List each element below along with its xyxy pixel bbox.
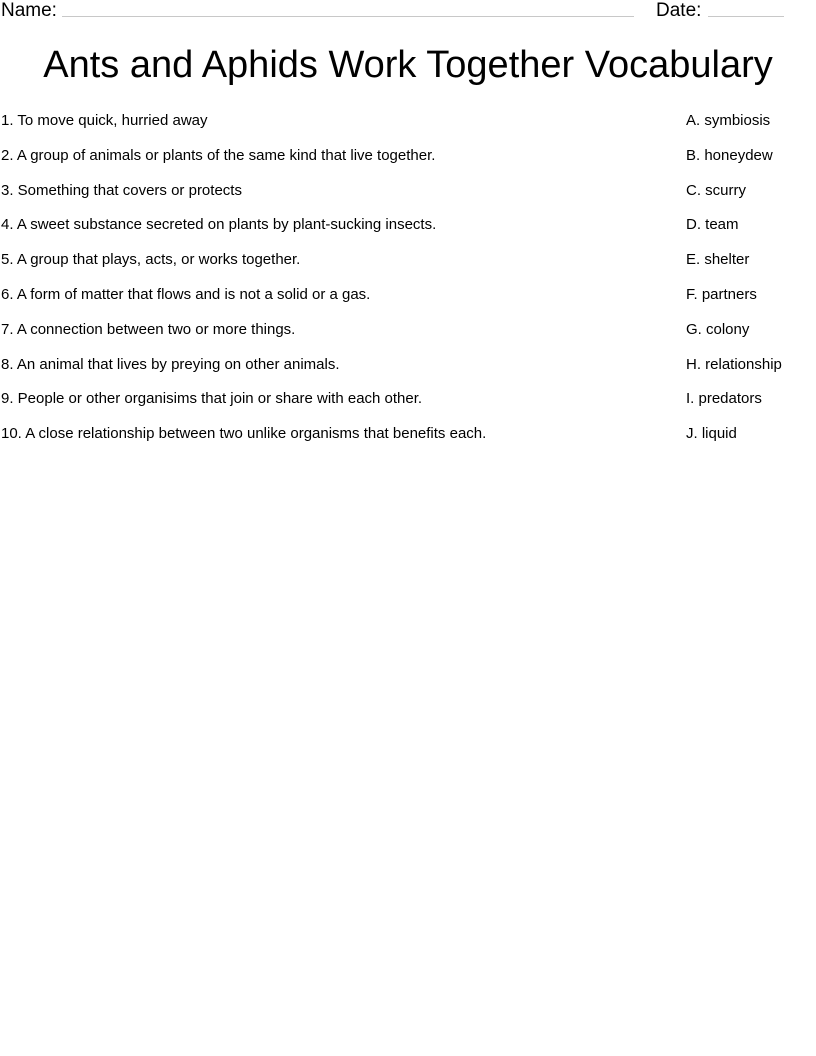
matching-row — [0, 285, 816, 320]
answer-c: C. scurry — [686, 181, 746, 199]
date-blank-line — [708, 16, 784, 17]
matching-row — [0, 320, 816, 355]
matching-row — [0, 424, 816, 459]
matching-row — [0, 355, 816, 390]
name-blank-line — [62, 16, 634, 17]
answer-i: I. predators — [686, 390, 762, 408]
clue-8: 8. An animal that lives by preying on other animals. — [1, 355, 340, 373]
clue-6: 6. A form of matter that flows and is not a solid or a gas. — [1, 285, 371, 303]
name-label: Name: — [1, 0, 57, 21]
matching-row — [0, 146, 816, 181]
answer-d: D. team — [686, 216, 739, 234]
matching-list — [0, 111, 816, 459]
clue-3: 3. Something that covers or protects — [1, 181, 242, 199]
clue-1: 1. To move quick, hurried away — [1, 112, 208, 129]
clue-10: 10. A close relationship between two unlike organisms that benefits each. — [1, 425, 487, 443]
date-label: Date: — [656, 0, 702, 21]
answer-g: G. colony — [686, 320, 750, 338]
clue-7: 7. A connection between two or more things. — [1, 320, 296, 338]
matching-row — [0, 181, 816, 216]
matching-row — [0, 250, 816, 285]
page-title: Ants and Aphids Work Together Vocabulary — [43, 44, 773, 86]
clue-9: 9. People or other organisims that join or share with each other. — [1, 390, 423, 408]
matching-row — [0, 111, 816, 146]
answer-f: F. partners — [686, 285, 757, 303]
matching-row — [0, 389, 816, 424]
clue-4: 4. A sweet substance secreted on plants by plant-sucking insects. — [1, 216, 437, 234]
answer-h: H. relationship — [686, 355, 782, 373]
header — [0, 0, 816, 24]
answer-j: J. liquid — [686, 425, 737, 443]
answer-b: B. honeydew — [686, 146, 773, 164]
matching-row — [0, 215, 816, 250]
answer-e: E. shelter — [686, 251, 750, 269]
clue-2: 2. A group of animals or plants of the same kind that live together. — [1, 146, 436, 164]
clue-5: 5. A group that plays, acts, or works together. — [1, 251, 301, 269]
answer-a: A. symbiosis — [686, 112, 771, 129]
